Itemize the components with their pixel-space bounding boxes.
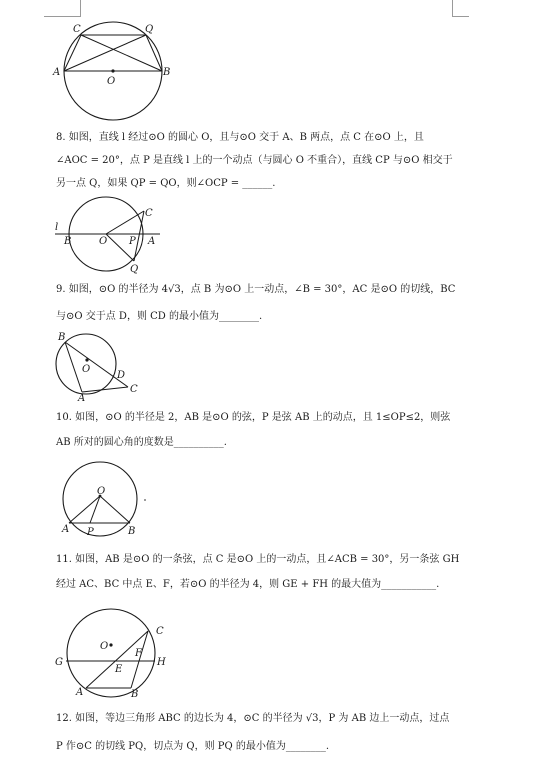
fig7-label-o: O: [107, 76, 116, 87]
fig9-label-b: B: [58, 332, 66, 343]
question-11-line1: 11. 如图，AB 是⊙O 的一条弦，点 C 是⊙O 上的一动点，且∠ACB = 30°，另一条弦 GH: [56, 554, 460, 565]
fig10-label-p: P: [87, 527, 94, 538]
question-10-line1: 10. 如图，⊙O 的半径是 2，AB 是⊙O 的弦，P 是弦 AB 上的动点，且 1≤OP≤2，则弦: [56, 412, 451, 423]
fig7-label-a: A: [53, 67, 61, 78]
question-9-line1: 9. 如图，⊙O 的半径为 4√3，点 B 为⊙O 上一动点，∠B = 30°，AC 是⊙O 的切线，BC: [56, 284, 456, 295]
page-corner-left: [44, 0, 81, 17]
fig11-label-c: C: [156, 626, 164, 637]
question-11-line2: 经过 AC、BC 中点 E、F，若⊙O 的半径为 4，则 GE + FH 的最大值为___________.: [56, 579, 440, 590]
fig8-label-c: C: [145, 208, 153, 219]
fig9-label-o: O: [82, 364, 91, 375]
fig7-label-b: B: [163, 67, 171, 78]
fig10-label-a: A: [62, 524, 70, 535]
fig8-label-q: Q: [130, 264, 139, 275]
fig8-label-b: B: [64, 236, 72, 247]
fig7-label-c: C: [73, 24, 81, 35]
fig11-label-f: F: [135, 648, 142, 659]
fig9-label-c: C: [130, 384, 138, 395]
figure-q11: [52, 606, 176, 698]
fig11-label-h: H: [157, 657, 166, 668]
fig11-label-a: A: [76, 687, 84, 698]
figure-q9: [54, 330, 144, 402]
fig10-label-o: O: [97, 486, 106, 497]
figure-q10: [58, 460, 158, 544]
fig8-label-a: A: [148, 236, 156, 247]
fig8-label-p: P: [129, 236, 136, 247]
page-corner-right: [452, 0, 469, 17]
fig10-label-b: B: [128, 526, 136, 537]
question-8-line2: ∠AOC = 20°，点 P 是直线 l 上的一个动点（与圆心 O 不重合），直线 CP 与⊙O 相交于: [56, 155, 453, 166]
figure-q8: [52, 196, 170, 276]
fig8-label-l: l: [55, 222, 59, 233]
fig8-label-o: O: [99, 236, 108, 247]
question-12-line2: P 作⊙C 的切线 PQ，切点为 Q，则 PQ 的最小值为________.: [56, 741, 330, 752]
question-10-line2: AB 所对的圆心角的度数是__________.: [56, 437, 227, 448]
fig11-label-o: O: [100, 641, 109, 652]
fig11-label-g: G: [55, 657, 63, 668]
question-12-line1: 12. 如图，等边三角形 ABC 的边长为 4，⊙C 的半径为 √3，P 为 AB 边上一动点，过点: [56, 713, 450, 724]
fig7-label-q: Q: [145, 24, 154, 35]
fig9-label-d: D: [117, 370, 126, 381]
fig9-label-a: A: [78, 393, 86, 402]
fig11-label-e: E: [115, 664, 123, 675]
fig11-label-b: B: [131, 689, 139, 698]
figure-q7: [50, 18, 180, 122]
question-8-line1: 8. 如图，直线 l 经过⊙O 的圆心 O，且与⊙O 交于 A、B 两点，点 C 在⊙O 上，且: [56, 132, 424, 143]
question-8-line3: 另一点 Q，如果 QP = QO，则∠OCP = ______.: [56, 178, 276, 189]
question-9-line2: 与⊙O 交于点 D，则 CD 的最小值为________.: [56, 311, 263, 322]
